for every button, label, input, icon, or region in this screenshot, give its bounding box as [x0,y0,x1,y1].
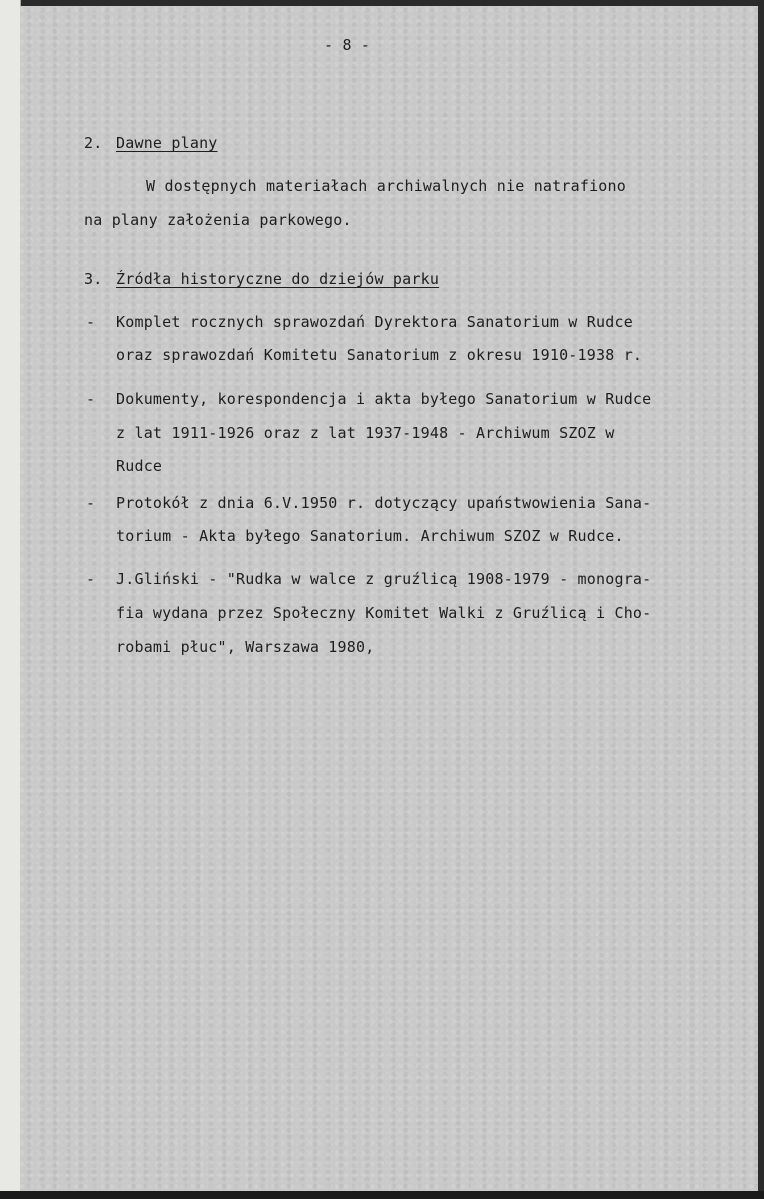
bullet-dash: - [86,570,96,588]
section-2-line-1: W dostępnych materiałach archiwalnych nie natrafiono [146,177,626,195]
bullet-1-line-2: oraz sprawozdań Komitetu Sanatorium z okresu 1910-1938 r. [116,346,643,364]
page-number: - 8 - [324,36,371,54]
page-edge [0,0,21,1199]
bullet-dash: - [86,494,96,512]
scan-border [0,1191,764,1199]
bullet-4-line-1: J.Gliński - "Rudka w walce z gruźlicą 1908-1979 - monogra- [116,570,652,588]
bullet-dash: - [86,313,96,331]
bullet-4-line-2: fia wydana przez Społeczny Komitet Walki z Gruźlicą i Cho- [116,604,652,622]
bullet-2-line-1: Dokumenty, korespondencja i akta byłego Sanatorium w Rudce [116,390,652,408]
bullet-dash: - [86,390,96,408]
section-3-number: 3. [84,270,103,288]
section-2-heading: Dawne plany [116,134,218,152]
section-2-number: 2. [84,134,103,152]
bullet-3-line-1: Protokół z dnia 6.V.1950 r. dotyczący upaństwowienia Sana- [116,494,652,512]
section-2-line-2: na plany założenia parkowego. [84,211,352,229]
section-3-heading: Źródła historyczne do dziejów parku [116,270,440,288]
bullet-2-line-2: z lat 1911-1926 oraz z lat 1937-1948 - Archiwum SZOZ w [116,424,615,442]
bullet-2-line-3: Rudce [116,457,163,475]
bullet-3-line-2: torium - Akta byłego Sanatorium. Archiwum SZOZ w Rudce. [116,527,624,545]
bullet-1-line-1: Komplet rocznych sprawozdań Dyrektora Sanatorium w Rudce [116,313,633,331]
bullet-4-line-3: robami płuc", Warszawa 1980, [116,638,375,656]
